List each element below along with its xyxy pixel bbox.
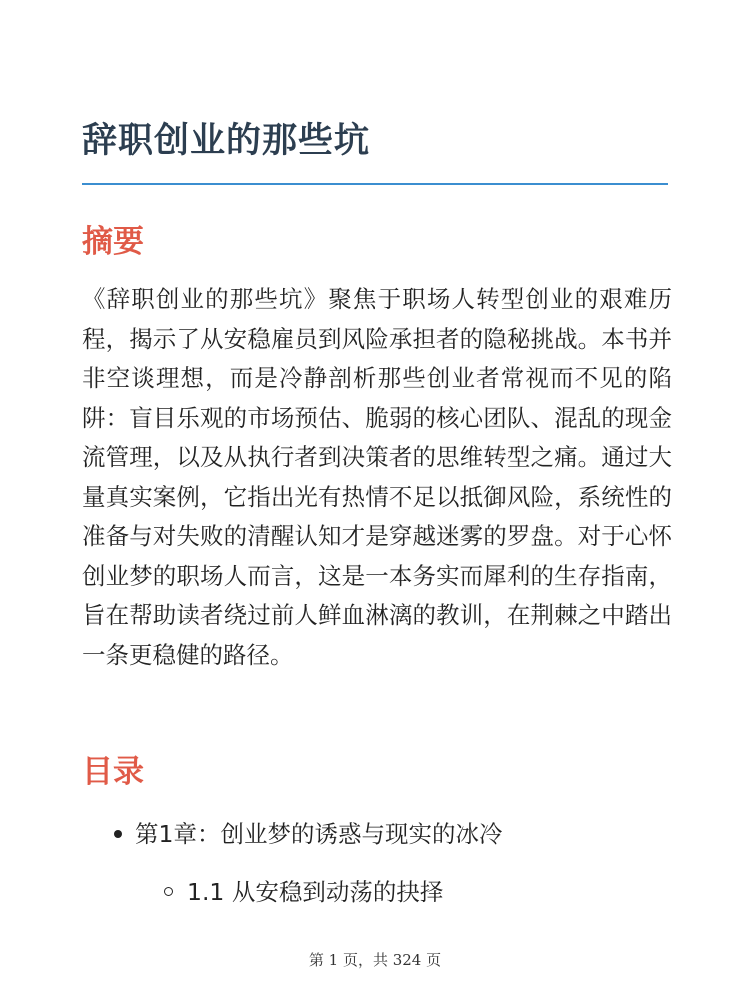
abstract-heading: 摘要 bbox=[82, 224, 144, 260]
toc-item-label: 第1章：创业梦的诱惑与现实的冰冷 bbox=[135, 820, 503, 848]
abstract-paragraph: 《辞职创业的那些坑》聚焦于职场人转型创业的艰难历程，揭示了从安稳雇员到风险承担者的隐秘挑战。本书并非空谈理想，而是冷静剖析那些创业者常视而不见的陷阱：盲目乐观的市场预估、脆弱的核心团队、混乱的现金流管理，以及从执行者到决策者的思维转型之痛。通过大量真实案例，它指出光有热情不足以抵御风险，系统性的准备与对失败的清醒认知才是穿越迷雾的罗盘。对于心怀创业梦的职场人而言，这是一本务实而犀利的生存指南，旨在帮助读者绕过前人鲜血淋漓的教训，在荆棘之中踏出一条更稳健的路径。 bbox=[82, 285, 672, 669]
bullet-circle-icon bbox=[164, 887, 173, 896]
title-divider bbox=[82, 183, 668, 185]
page-number-footer: 第 1 页，共 324 页 bbox=[308, 951, 442, 969]
toc-item-label: 1.1 从安稳到动荡的抉择 bbox=[187, 878, 444, 906]
toc-heading: 目录 bbox=[82, 754, 144, 790]
document-title: 辞职创业的那些坑 bbox=[82, 121, 371, 161]
toc-item-section-1-1[interactable] bbox=[164, 876, 443, 908]
bullet-disc-icon bbox=[114, 830, 122, 838]
toc-item-chapter-1[interactable] bbox=[114, 818, 502, 850]
